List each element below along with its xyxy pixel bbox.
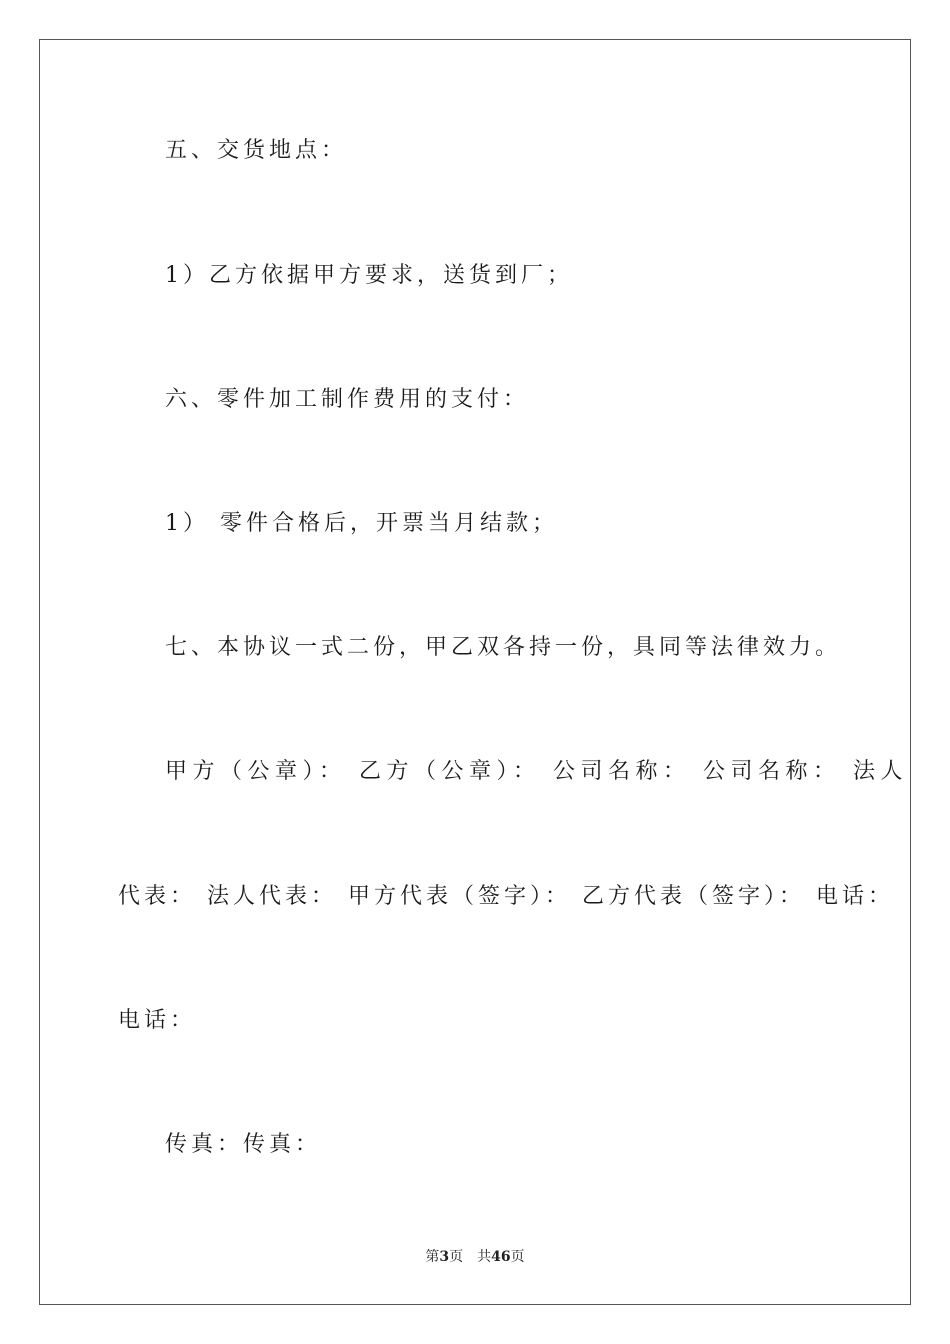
section-6-item-1: 1） 零件合格后，开票当月结款； xyxy=(165,511,558,536)
signature-block-line-1: 甲方（公章）： 乙方（公章）： 公司名称： 公司名称： 法人 xyxy=(165,759,908,784)
footer-total-pages: 46 xyxy=(491,1249,511,1265)
footer-page-prefix: 第 xyxy=(425,1249,440,1265)
signature-block-line-2: 代表： 法人代表： 甲方代表（签字）： 乙方代表（签字）： 电话： xyxy=(118,884,894,909)
fax-line: 传真：传真： xyxy=(165,1132,322,1157)
section-5-item-1: 1）乙方依据甲方要求，送货到厂； xyxy=(165,263,573,288)
footer-total-suffix: 页 xyxy=(510,1249,525,1265)
page-footer xyxy=(0,1248,950,1266)
section-5-heading: 五、交货地点： xyxy=(165,138,348,163)
section-7-paragraph: 七、本协议一式二份，甲乙双各持一份，具同等法律效力。 xyxy=(165,635,842,660)
footer-page-suffix: 页 xyxy=(449,1249,464,1265)
page-border xyxy=(39,39,911,1305)
footer-total-prefix: 共 xyxy=(477,1249,492,1265)
footer-page-number: 3 xyxy=(439,1249,450,1265)
signature-block-line-3: 电话： xyxy=(118,1008,197,1033)
section-6-heading: 六、零件加工制作费用的支付： xyxy=(165,387,530,412)
